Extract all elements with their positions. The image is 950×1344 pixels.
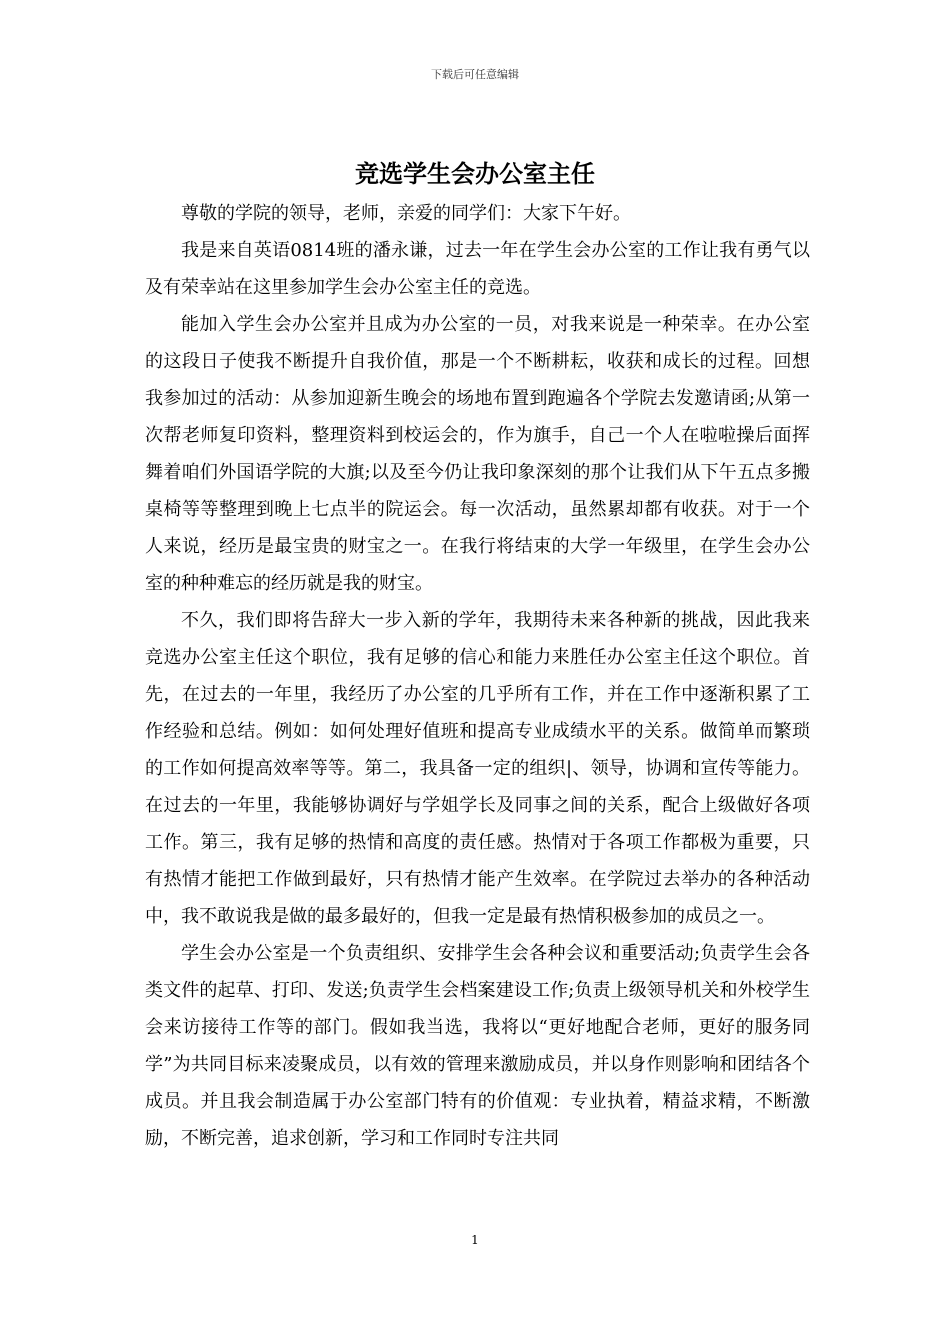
document-title: 竞选学生会办公室主任 <box>355 160 595 188</box>
document-body <box>145 195 810 1157</box>
header-note: 下载后可任意编辑 <box>431 68 519 81</box>
paragraph-plans: 学生会办公室是一个负责组织、安排学生会各种会议和重要活动;负责学生会各类文件的起草、打印、发送;负责学生会档案建设工作;负责上级领导机关和外校学生会来访接待工作等的部门。假如我当选，我将以“更好地配合老师，更好的服务同学”为共同目标来凌聚成员，以有效的管理来激励成员，并以身作则影响和团结各个成员。并且我会制造属于办公室部门特有的价值观：专业执着，精益求精，不断激励，不断完善，追求创新，学习和工作同时专注共同 <box>145 943 810 1149</box>
page-number: 1 <box>471 1233 479 1247</box>
paragraph-introduction: 我是来自英语0814班的潘永谦，过去一年在学生会办公室的工作让我有勇气以及有荣幸站在这里参加学生会办公室主任的竞选。 <box>145 240 810 298</box>
paragraph-qualifications: 不久，我们即将告辞大一步入新的学年，我期待未来各种新的挑战，因此我来竞选办公室主任这个职位，我有足够的信心和能力来胜任办公室主任这个职位。首先，在过去的一年里，我经历了办公室的几乎所有工作，并在工作中逐渐积累了工作经验和总结。例如：如何处理好值班和提高专业成绩水平的关系。做简单而繁琐的工作如何提高效率等等。第二，我具备一定的组织|、领导，协调和宣传等能力。在过去的一年里，我能够协调好与学姐学长及同事之间的关系，配合上级做好各项工作。第三，我有足够的热情和高度的责任感。热情对于各项工作都极为重要，只有热情才能把工作做到最好，只有热情才能产生效率。在学院过去举办的各种活动中，我不敢说我是做的最多最好的，但我一定是最有热情积极参加的成员之一。 <box>145 610 810 927</box>
paragraph-experience: 能加入学生会办公室并且成为办公室的一员，对我来说是一种荣幸。在办公室的这段日子使我不断提升自我价值，那是一个不断耕耘，收获和成长的过程。回想我参加过的活动：从参加迎新生晚会的场地布置到跑遍各个学院去发邀请函;从第一次帮老师复印资料，整理资料到校运会的，作为旗手，自己一个人在啦啦操后面挥舞着咱们外国语学院的大旗;以及至今仍让我印象深刻的那个让我们从下午五点多搬桌椅等等整理到晚上七点半的院运会。每一次活动，虽然累却都有收获。对于一个人来说，经历是最宝贵的财宝之一。在我行将结束的大学一年级里，在学生会办公室的种种难忘的经历就是我的财宝。 <box>145 314 810 594</box>
paragraph-greeting: 尊敬的学院的领导，老师，亲爱的同学们：大家下午好。 <box>181 203 631 224</box>
